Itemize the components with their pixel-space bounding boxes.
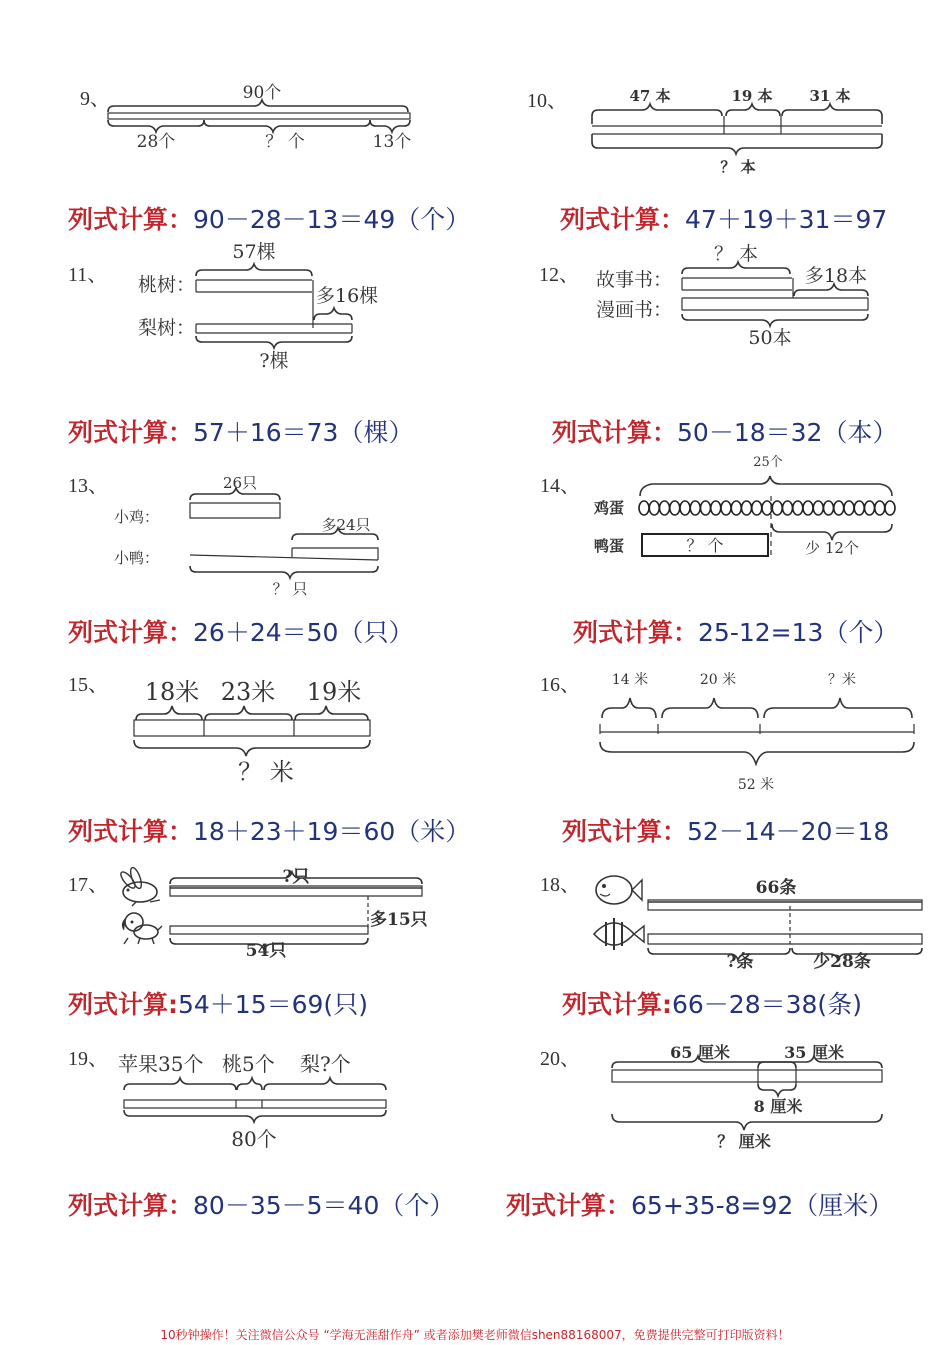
- row-label-2: 小鸭：: [114, 549, 160, 567]
- answer-label: 列式计算：: [68, 1191, 194, 1220]
- label-more: 多24只: [321, 516, 371, 534]
- footer-note: 10秒钟操作！关注微信公众号 “学海无涯甜作舟” 或者添加樊老师微信shen88168007，免费提供完整可打印版资料！: [160, 1328, 790, 1342]
- answer-equation: 26＋24＝50（只）: [193, 618, 414, 647]
- label-part-a: 65 厘米: [670, 1043, 730, 1062]
- answer-equation: 90－28－13＝49（个）: [193, 205, 471, 234]
- label-total: 90个: [242, 83, 282, 103]
- answer-label: 列式计算：: [573, 618, 699, 647]
- row-label-1: 桃树：: [138, 274, 196, 296]
- label-part-a: 18米: [144, 678, 200, 706]
- problem-number: 17、: [68, 874, 108, 896]
- row-label-1: 鸡蛋: [594, 499, 625, 517]
- label-part-b: 桃5个: [222, 1052, 275, 1076]
- row-label-2: 漫画书：: [596, 299, 673, 321]
- answer-equation: 47＋19＋31＝97: [685, 205, 888, 234]
- label-more: 多16棵: [316, 285, 379, 307]
- answer-label: 列式计算：: [68, 205, 194, 234]
- problem-number: 18、: [540, 874, 580, 896]
- label-total: 80个: [231, 1127, 277, 1151]
- answer-equation: 80－35－5＝40（个）: [193, 1191, 455, 1220]
- problem-number: 19、: [68, 1048, 108, 1070]
- answer-equation: 65+35-8=92（厘米）: [631, 1191, 894, 1220]
- label-top: 26只: [222, 474, 258, 492]
- label-part-a: 28个: [136, 132, 176, 152]
- label-top: ?只: [282, 867, 310, 887]
- label-total: ？ 本: [720, 158, 756, 176]
- label-top: 25个: [753, 455, 783, 470]
- label-total: 52 米: [737, 777, 775, 793]
- problem-number: 20、: [540, 1048, 580, 1070]
- row-label-1: 故事书：: [596, 269, 673, 291]
- label-part-a: 苹果35个: [118, 1052, 204, 1076]
- label-top: 57棵: [232, 241, 276, 263]
- problem-number: 9、: [80, 88, 110, 110]
- label-total: ？ 厘米: [717, 1132, 771, 1151]
- label-top: 66条: [755, 878, 797, 898]
- label-bottom: ?条: [726, 952, 754, 972]
- label-more: 多18本: [804, 265, 868, 287]
- answer-equation: 50－18＝32（本）: [677, 418, 898, 447]
- answer-label: 列式计算：: [562, 817, 688, 846]
- label-less: 少28条: [813, 952, 871, 972]
- problem-number: 11、: [68, 264, 108, 286]
- label-part-c: 19米: [306, 678, 362, 706]
- answer-label: 列式计算：: [552, 418, 678, 447]
- problem-number: 10、: [527, 90, 567, 112]
- answer-equation: 25-12=13（个）: [698, 618, 899, 647]
- answer-label: 列式计算：: [68, 817, 194, 846]
- label-part-b: 20 米: [699, 672, 737, 688]
- answer-label: 列式计算：: [68, 418, 194, 447]
- row-label-2: 梨树：: [138, 317, 196, 339]
- label-box: ？ 个: [686, 536, 724, 555]
- label-total: ？ 只: [272, 580, 308, 598]
- row-label-1: 小鸡：: [114, 508, 160, 526]
- answer-label: 列式计算：: [68, 618, 194, 647]
- label-less: 少 12个: [805, 539, 859, 557]
- answer-label: 列式计算：: [560, 205, 686, 234]
- label-top: ？ 本: [713, 243, 759, 265]
- label-total: 50本: [748, 327, 792, 349]
- label-total: ?棵: [259, 350, 289, 372]
- answer-equation: 57＋16＝73（棵）: [193, 418, 414, 447]
- label-part-b: 23米: [220, 678, 276, 706]
- answer-equation: 66－28＝38(条): [672, 990, 862, 1019]
- label-overlap: 8 厘米: [753, 1097, 803, 1116]
- problem-number: 14、: [540, 475, 580, 497]
- answer-20: [506, 1186, 893, 1222]
- label-part-b: ？ 个: [265, 132, 305, 152]
- problem-number: 13、: [68, 475, 108, 497]
- label-more: 多15只: [370, 910, 428, 930]
- problem-number: 15、: [68, 674, 108, 696]
- label-part-b: 19 本: [731, 87, 773, 105]
- answer-equation: 52－14－20＝18: [687, 817, 890, 846]
- label-bottom: 54只: [245, 941, 287, 961]
- answer-equation: 18＋23＋19＝60（米）: [193, 817, 471, 846]
- answer-label: 列式计算:: [68, 990, 178, 1019]
- label-part-b: 35 厘米: [784, 1043, 844, 1062]
- label-part-c: 13个: [372, 132, 412, 152]
- label-part-a: 47 本: [629, 87, 671, 105]
- answer-label: 列式计算:: [562, 990, 672, 1019]
- answer-label: 列式计算：: [506, 1191, 632, 1220]
- label-part-c: 31 本: [809, 87, 851, 105]
- label-part-c: ？米: [828, 672, 856, 688]
- label-part-c: 梨?个: [300, 1052, 351, 1076]
- problem-number: 12、: [539, 264, 579, 286]
- label-total: ？ 米: [238, 758, 294, 786]
- problem-number: 16、: [540, 674, 580, 696]
- label-part-a: 14 米: [611, 672, 649, 688]
- answer-equation: 54＋15＝69(只): [178, 990, 368, 1019]
- row-label-2: 鸭蛋: [594, 537, 625, 555]
